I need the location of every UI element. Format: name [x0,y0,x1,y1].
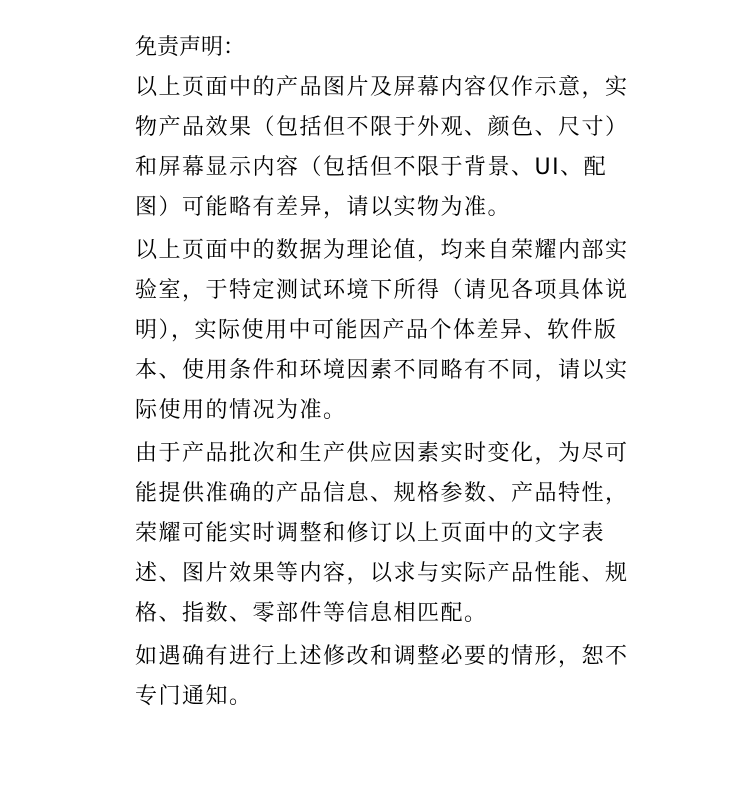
paragraph-line: 际使用的情况为准。 [135,398,347,423]
paragraph-line: 由于产品批次和生产供应因素实时变化，为尽可 [135,441,629,466]
paragraph-line: 如遇确有进行上述修改和调整必要的情形，恕不 [135,644,629,669]
disclaimer-section [135,28,645,717]
paragraph-line: 和屏幕显示内容（包括但不限于背景、UI、配 [135,155,608,180]
paragraph-line: 验室，于特定测试环境下所得（请见各项具体说 [135,278,629,303]
disclaimer-paragraph-revisions [135,434,645,634]
paragraph-line: 格、指数、零部件等信息相匹配。 [135,601,488,626]
paragraph-line: 荣耀可能实时调整和修订以上页面中的文字表 [135,521,606,546]
paragraph-line: 专门通知。 [135,684,253,709]
paragraph-line: 图）可能略有差异，请以实物为准。 [135,195,512,220]
paragraph-line: 能提供准确的产品信息、规格参数、产品特性， [135,481,629,506]
paragraph-line: 以上页面中的产品图片及屏幕内容仅作示意，实 [135,75,629,100]
paragraph-line: 以上页面中的数据为理论值，均来自荣耀内部实 [135,238,629,263]
paragraph-line: 明），实际使用中可能因产品个体差异、软件版 [135,318,618,343]
disclaimer-paragraph-notice [135,637,645,717]
disclaimer-title: 免责声明： [135,35,246,60]
paragraph-line: 述、图片效果等内容，以求与实际产品性能、规 [135,561,629,586]
paragraph-line: 本、使用条件和环境因素不同略有不同，请以实 [135,358,629,383]
disclaimer-paragraph-data [135,231,645,431]
disclaimer-paragraph-images [135,68,645,228]
paragraph-line: 物产品效果（包括但不限于外观、颜色、尺寸） [135,115,629,140]
